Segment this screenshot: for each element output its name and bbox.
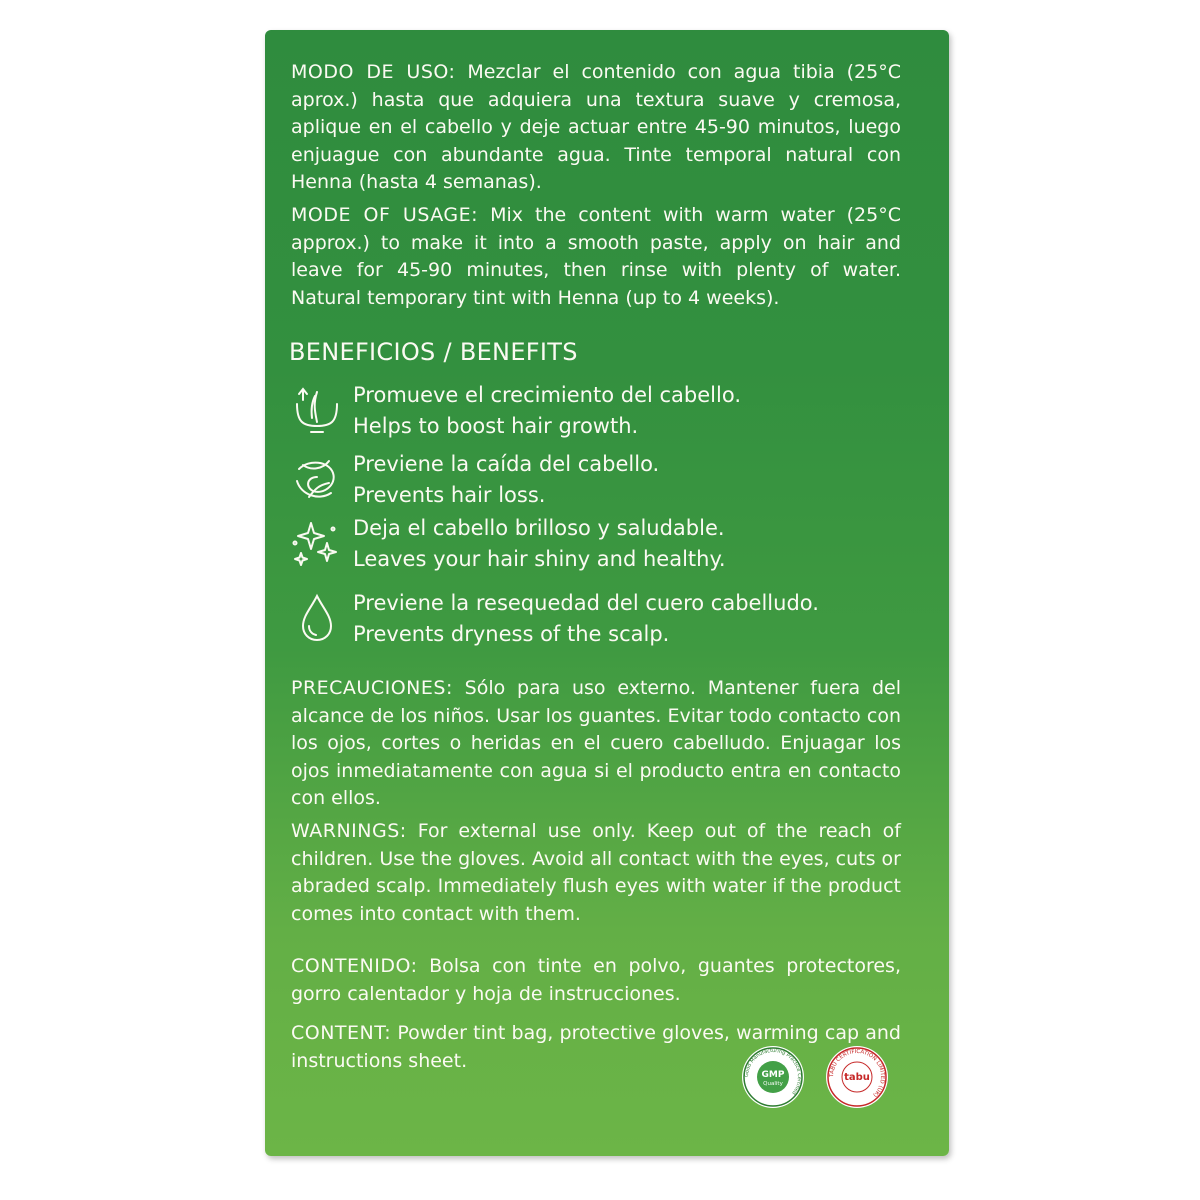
usage-label-en: MODE OF USAGE: xyxy=(291,204,479,226)
warnings-label: WARNINGS: xyxy=(291,820,407,842)
precautions-label: PRECAUCIONES: xyxy=(291,677,453,699)
usage-label-es: MODO DE USO: xyxy=(291,61,456,83)
gmp-sub-text: Quality xyxy=(763,1081,783,1087)
contents-text-en: Powder tint bag, protective gloves, warming cap and instructions sheet. xyxy=(291,1022,901,1072)
tabu-certification-seal xyxy=(825,1045,889,1109)
benefit-text-en: Helps to boost hair growth. xyxy=(353,414,639,438)
benefit-text-es: Previene la resequedad del cuero cabelludo. xyxy=(353,591,819,615)
benefit-text-es: Deja el cabello brilloso y saludable. xyxy=(353,516,725,540)
benefits-heading: BENEFICIOS / BENEFITS xyxy=(289,338,578,366)
product-box-back xyxy=(265,30,949,1156)
benefit-item xyxy=(289,380,909,444)
sparkle-icon xyxy=(289,515,345,571)
gmp-ring-text: Good Manufacturing Practice Certified xyxy=(743,1047,803,1096)
usage-instructions-es xyxy=(291,59,901,197)
benefit-text-es: Promueve el crecimiento del cabello. xyxy=(353,383,741,407)
hair-loss-icon xyxy=(289,451,345,507)
contents-es xyxy=(291,953,901,1008)
contents-text-es: Bolsa con tinte en polvo, guantes protectores, gorro calentador y hoja de instrucciones. xyxy=(291,955,901,1005)
benefit-text-en: Prevents dryness of the scalp. xyxy=(353,622,670,646)
gmp-center-text: GMP xyxy=(761,1070,785,1080)
benefit-item xyxy=(289,449,909,513)
benefit-text-en: Prevents hair loss. xyxy=(353,483,546,507)
benefit-text-es: Previene la caída del cabello. xyxy=(353,452,660,476)
contents-label-en: CONTENT: xyxy=(291,1022,392,1044)
contents-label-es: CONTENIDO: xyxy=(291,955,418,977)
drop-icon xyxy=(289,590,345,646)
contents-en xyxy=(291,1020,901,1075)
benefit-item xyxy=(289,588,909,652)
warnings-text: For external use only. Keep out of the reach of children. Use the gloves. Avoid all contact with the eyes, cuts or abraded scalp. Immediately flush eyes with water if the product comes into contact with them. xyxy=(291,820,902,925)
warnings-en xyxy=(291,818,901,928)
usage-text-en: Mix the content with warm water (25°C approx.) to make it into a smooth paste, apply on hair and leave for 45-90 minutes, then rinse with plenty of water. Natural temporary tint with Henna (up to 4 weeks). xyxy=(291,204,902,309)
usage-text-es: Mezclar el contenido con agua tibia (25°C aprox.) hasta que adquiera una textura suave y cremosa, aplique en el cabello y deje actuar entre 45-90 minutos, luego enjuague con abundante agua. Tinte temporal natural con Henna (hasta 4 semanas). xyxy=(291,61,901,193)
precautions-text: Sólo para uso externo. Mantener fuera del alcance de los niños. Usar los guantes. Evitar todo contacto con los ojos, cortes o heridas en el cuero cabelludo. Enjuagar los ojos inmediatamente con agua si el producto entra en contacto con ellos. xyxy=(291,677,901,809)
precautions-es xyxy=(291,675,901,813)
gmp-seal xyxy=(741,1045,805,1109)
tabu-ring-text: TABU CERTIFICATION LIMITED (UK) xyxy=(828,1048,886,1098)
benefit-text-en: Leaves your hair shiny and healthy. xyxy=(353,547,726,571)
hair-growth-icon xyxy=(289,382,345,438)
tabu-center-text: tabu xyxy=(844,1072,870,1083)
benefit-item xyxy=(289,513,909,577)
usage-instructions-en xyxy=(291,202,901,312)
